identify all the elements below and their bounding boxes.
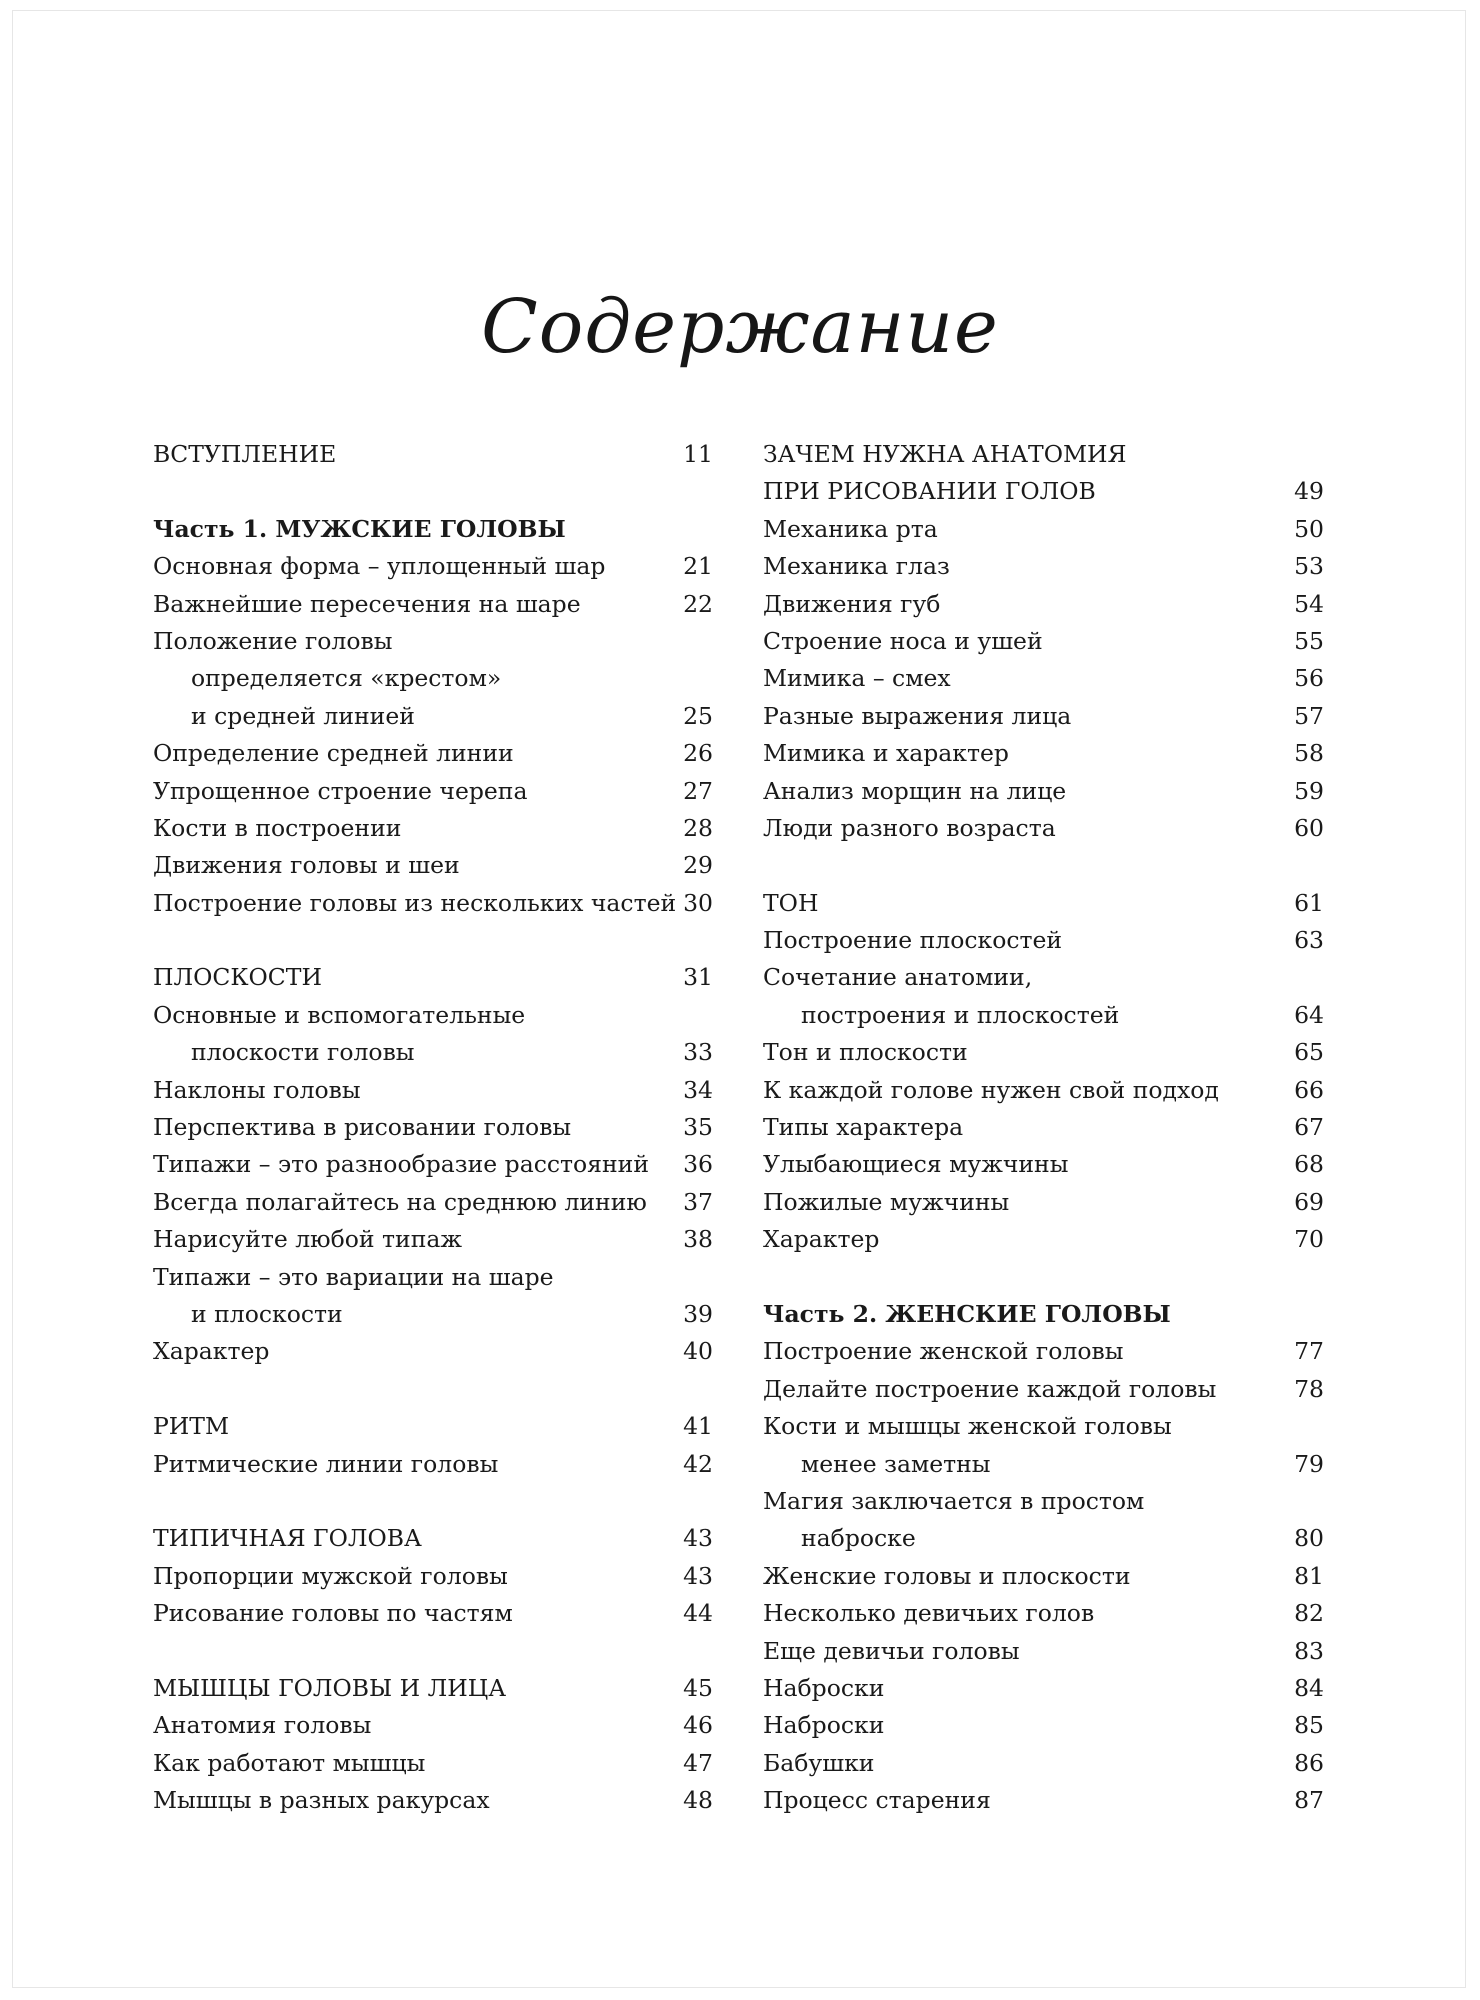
toc-entry-page-number: 59 — [1294, 776, 1324, 805]
toc-entry-page-number: 31 — [683, 963, 713, 992]
toc-entry-title: Основные и вспомогательные — [153, 1000, 526, 1029]
toc-entry-page-number: 37 — [683, 1187, 713, 1216]
toc-entry[interactable] — [763, 1221, 1324, 1258]
toc-entry-title: Разные выражения лица — [763, 701, 1072, 730]
toc-entry-page-number: 21 — [683, 552, 713, 581]
section-gap — [153, 1633, 713, 1670]
toc-entry[interactable] — [763, 698, 1324, 735]
toc-entry-page-number: 26 — [683, 739, 713, 768]
toc-entry-title: Тон и плоскости — [763, 1038, 968, 1067]
toc-entry[interactable] — [153, 548, 713, 585]
toc-entry-title: Движения губ — [763, 589, 941, 618]
toc-entry-title: ПРИ РИСОВАНИИ ГОЛОВ — [763, 477, 1096, 506]
toc-entry-page-number: 27 — [683, 776, 713, 805]
section-gap — [153, 1483, 713, 1520]
toc-entry[interactable] — [763, 810, 1324, 847]
section-gap — [153, 922, 713, 959]
toc-entry-title: Несколько девичьих голов — [763, 1599, 1095, 1628]
toc-entry[interactable] — [763, 660, 1324, 697]
toc-entry-title: РИТМ — [153, 1412, 230, 1441]
toc-entry[interactable] — [153, 997, 713, 1034]
toc-entry[interactable] — [763, 436, 1324, 473]
toc-entry[interactable] — [153, 1184, 713, 1221]
toc-entry[interactable] — [763, 1745, 1324, 1782]
toc-entry[interactable] — [153, 1109, 713, 1146]
toc-entry-page-number: 38 — [683, 1225, 713, 1254]
toc-entry-title: и плоскости — [191, 1299, 343, 1328]
toc-entry-page-number: 35 — [683, 1113, 713, 1142]
toc-entry-title: Женские головы и плоскости — [763, 1561, 1131, 1590]
toc-entry-page-number: 86 — [1294, 1748, 1324, 1777]
toc-entry-page-number: 83 — [1294, 1636, 1324, 1665]
toc-entry-title: Типы характера — [763, 1113, 964, 1142]
toc-entry-title: наброске — [801, 1524, 916, 1553]
toc-entry[interactable] — [153, 1259, 713, 1296]
toc-entry-title: Положение головы — [153, 626, 393, 655]
toc-entry-page-number: 81 — [1294, 1561, 1324, 1590]
toc-entry-title: Магия заключается в простом — [763, 1486, 1145, 1515]
toc-entry[interactable] — [763, 922, 1324, 959]
toc-entry[interactable] — [763, 1034, 1324, 1071]
toc-entry-page-number: 77 — [1294, 1337, 1324, 1366]
toc-entry-title: Мимика и характер — [763, 739, 1009, 768]
toc-entry-page-number: 40 — [683, 1337, 713, 1366]
toc-entry[interactable] — [763, 1109, 1324, 1146]
toc-entry-title: Пожилые мужчины — [763, 1187, 1010, 1216]
toc-entry[interactable] — [763, 959, 1324, 996]
toc-entry-page-number: 79 — [1294, 1449, 1324, 1478]
toc-entry-page-number: 68 — [1294, 1150, 1324, 1179]
toc-entry[interactable] — [153, 1745, 713, 1782]
toc-entry[interactable] — [763, 586, 1324, 623]
toc-entry-title: Типажи – это вариации на шаре — [153, 1262, 554, 1291]
toc-entry[interactable] — [153, 847, 713, 884]
toc-entry-page-number: 29 — [683, 851, 713, 880]
toc-entry[interactable] — [763, 773, 1324, 810]
toc-column-right — [763, 436, 1324, 1819]
toc-entry-page-number: 11 — [683, 440, 713, 468]
toc-entry[interactable] — [153, 586, 713, 623]
toc-entry-page-number: 87 — [1294, 1786, 1324, 1815]
toc-entry-page-number: 44 — [683, 1599, 713, 1628]
toc-entry[interactable] — [763, 885, 1324, 922]
toc-entry-title: МЫШЦЫ ГОЛОВЫ И ЛИЦА — [153, 1673, 507, 1702]
toc-entry-page-number: 49 — [1294, 477, 1324, 506]
toc-part-heading[interactable] — [153, 511, 713, 548]
toc-entry[interactable] — [153, 1446, 713, 1483]
toc-entry-page-number: 70 — [1294, 1225, 1324, 1254]
toc-part-heading[interactable] — [763, 1296, 1324, 1333]
toc-entry[interactable] — [763, 1184, 1324, 1221]
toc-entry[interactable] — [153, 1558, 713, 1595]
toc-entry[interactable] — [153, 959, 713, 996]
toc-entry-title: К каждой голове нужен свой подход — [763, 1075, 1219, 1104]
toc-entry[interactable] — [763, 1670, 1324, 1707]
toc-entry-title: Часть 2. ЖЕНСКИЕ ГОЛОВЫ — [763, 1299, 1171, 1328]
section-gap — [763, 1259, 1324, 1296]
toc-entry-page-number: 63 — [1294, 926, 1324, 955]
toc-entry-title: Построение женской головы — [763, 1337, 1124, 1366]
toc-entry-page-number: 53 — [1294, 552, 1324, 581]
toc-entry[interactable] — [153, 660, 713, 697]
toc-entry-page-number: 60 — [1294, 813, 1324, 842]
toc-entry-page-number: 43 — [683, 1524, 713, 1553]
toc-entry[interactable] — [763, 1558, 1324, 1595]
toc-entry-page-number: 69 — [1294, 1187, 1324, 1216]
toc-entry-title: Движения головы и шеи — [153, 851, 460, 880]
toc-entry[interactable] — [153, 436, 713, 473]
toc-entry-title: Часть 1. МУЖСКИЕ ГОЛОВЫ — [153, 514, 566, 543]
toc-entry-page-number: 43 — [683, 1561, 713, 1590]
toc-entry[interactable] — [763, 473, 1324, 510]
toc-entry-page-number: 46 — [683, 1711, 713, 1740]
section-gap — [153, 473, 713, 510]
toc-entry-page-number: 48 — [683, 1786, 713, 1815]
toc-entry-page-number: 28 — [683, 813, 713, 842]
toc-entry-title: Ритмические линии головы — [153, 1449, 499, 1478]
toc-entry[interactable] — [763, 1371, 1324, 1408]
toc-entry-title: Наброски — [763, 1711, 885, 1740]
toc-entry[interactable] — [153, 1520, 713, 1557]
toc-entry-title: Процесс старения — [763, 1786, 991, 1815]
section-gap — [763, 847, 1324, 884]
toc-entry[interactable] — [153, 810, 713, 847]
toc-entry-page-number: 61 — [1294, 888, 1324, 917]
toc-entry-page-number: 67 — [1294, 1113, 1324, 1142]
toc-entry-title: Анализ морщин на лице — [763, 776, 1067, 805]
toc-entry[interactable] — [153, 1707, 713, 1744]
toc-entry-title: Бабушки — [763, 1748, 875, 1777]
toc-entry[interactable] — [153, 1296, 713, 1333]
toc-entry-page-number: 57 — [1294, 701, 1324, 730]
toc-entry-title: Наброски — [763, 1673, 885, 1702]
toc-entry[interactable] — [153, 1782, 713, 1819]
toc-entry[interactable] — [763, 1782, 1324, 1819]
toc-entry-title: ВСТУПЛЕНИЕ — [153, 440, 337, 468]
toc-entry-title: Построение плоскостей — [763, 926, 1063, 955]
toc-entry-title: Мимика – смех — [763, 664, 951, 693]
toc-entry[interactable] — [763, 548, 1324, 585]
toc-entry-title: Улыбающиеся мужчины — [763, 1150, 1069, 1179]
toc-entry-title: и средней линией — [191, 701, 415, 730]
toc-entry-title: построения и плоскостей — [801, 1000, 1120, 1029]
toc-entry[interactable] — [763, 511, 1324, 548]
toc-entry[interactable] — [153, 1221, 713, 1258]
toc-entry-title: определяется «крестом» — [191, 664, 502, 693]
toc-entry-page-number: 84 — [1294, 1673, 1324, 1702]
toc-entry-title: ТОН — [763, 888, 819, 917]
toc-entry-title: Механика глаз — [763, 552, 950, 581]
toc-column-left — [153, 436, 713, 1819]
toc-entry-title: Всегда полагайтесь на среднюю линию — [153, 1187, 647, 1216]
toc-entry[interactable] — [153, 773, 713, 810]
toc-entry-title: Наклоны головы — [153, 1075, 361, 1104]
toc-entry-page-number: 66 — [1294, 1075, 1324, 1104]
toc-entry-page-number: 54 — [1294, 589, 1324, 618]
toc-entry[interactable] — [763, 1146, 1324, 1183]
section-gap — [153, 1371, 713, 1408]
toc-entry[interactable] — [153, 885, 713, 922]
toc-entry-title: Характер — [153, 1337, 270, 1366]
toc-entry[interactable] — [763, 1633, 1324, 1670]
toc-entry-title: Построение головы из нескольких частей — [153, 888, 677, 917]
toc-entry-title: плоскости головы — [191, 1038, 415, 1067]
toc-entry-page-number: 45 — [683, 1673, 713, 1702]
toc-entry[interactable] — [153, 1333, 713, 1370]
toc-entry-title: Нарисуйте любой типаж — [153, 1225, 463, 1254]
toc-entry-page-number: 55 — [1294, 626, 1324, 655]
toc-entry-page-number: 65 — [1294, 1038, 1324, 1067]
toc-entry[interactable] — [153, 698, 713, 735]
toc-entry-page-number: 64 — [1294, 1000, 1324, 1029]
toc-entry[interactable] — [763, 1446, 1324, 1483]
toc-entry[interactable] — [763, 1707, 1324, 1744]
toc-entry-page-number: 47 — [683, 1748, 713, 1777]
toc-entry[interactable] — [153, 1595, 713, 1632]
toc-entry-title: Мышцы в разных ракурсах — [153, 1786, 490, 1815]
toc-entry-title: Кости и мышцы женской головы — [763, 1412, 1172, 1441]
toc-entry-title: ПЛОСКОСТИ — [153, 963, 322, 992]
toc-entry-title: Основная форма – уплощенный шар — [153, 552, 606, 581]
toc-entry-title: Еще девичьи головы — [763, 1636, 1020, 1665]
toc-entry[interactable] — [153, 735, 713, 772]
toc-entry-page-number: 82 — [1294, 1599, 1324, 1628]
toc-entry[interactable] — [763, 1483, 1324, 1520]
toc-entry-title: Характер — [763, 1225, 880, 1254]
toc-entry-page-number: 78 — [1294, 1374, 1324, 1403]
toc-entry-title: Пропорции мужской головы — [153, 1561, 508, 1590]
toc-entry-page-number: 41 — [683, 1412, 713, 1441]
toc-entry-title: ЗАЧЕМ НУЖНА АНАТОМИЯ — [763, 440, 1127, 468]
toc-entry[interactable] — [763, 1072, 1324, 1109]
toc-entry[interactable] — [763, 1520, 1324, 1557]
toc-entry-title: Сочетание анатомии, — [763, 963, 1033, 992]
toc-entry[interactable] — [153, 1072, 713, 1109]
toc-entry-page-number: 25 — [683, 701, 713, 730]
toc-entry[interactable] — [153, 623, 713, 660]
toc-entry-page-number: 85 — [1294, 1711, 1324, 1740]
toc-entry-page-number: 58 — [1294, 739, 1324, 768]
toc-entry-page-number: 80 — [1294, 1524, 1324, 1553]
toc-entry-title: ТИПИЧНАЯ ГОЛОВА — [153, 1524, 422, 1553]
toc-entry[interactable] — [763, 1408, 1324, 1445]
toc-entry[interactable] — [153, 1146, 713, 1183]
toc-entry[interactable] — [153, 1670, 713, 1707]
toc-entry-title: Упрощенное строение черепа — [153, 776, 528, 805]
toc-entry-page-number: 56 — [1294, 664, 1324, 693]
toc-entry-title: Строение носа и ушей — [763, 626, 1043, 655]
toc-entry-title: Определение средней линии — [153, 739, 514, 768]
toc-entry-title: менее заметны — [801, 1449, 991, 1478]
toc-entry-title: Делайте построение каждой головы — [763, 1374, 1217, 1403]
toc-entry[interactable] — [763, 997, 1324, 1034]
toc-entry-title: Люди разного возраста — [763, 813, 1056, 842]
toc-entry-page-number: 34 — [683, 1075, 713, 1104]
toc-entry-page-number: 42 — [683, 1449, 713, 1478]
toc-entry-title: Механика рта — [763, 514, 938, 543]
toc-entry[interactable] — [763, 735, 1324, 772]
toc-entry-page-number: 39 — [683, 1299, 713, 1328]
toc-entry-title: Рисование головы по частям — [153, 1599, 513, 1628]
toc-entry[interactable] — [153, 1408, 713, 1445]
toc-entry[interactable] — [153, 1034, 713, 1071]
toc-entry-page-number: 50 — [1294, 514, 1324, 543]
toc-entry-page-number: 33 — [683, 1038, 713, 1067]
toc-entry-page-number: 36 — [683, 1150, 713, 1179]
toc-entry-page-number: 22 — [683, 589, 713, 618]
toc-entry-title: Анатомия головы — [153, 1711, 372, 1740]
toc-entry-title: Кости в построении — [153, 813, 402, 842]
page-title: Содержание — [481, 284, 999, 370]
toc-entry-title: Важнейшие пересечения на шаре — [153, 589, 581, 618]
toc-entry[interactable] — [763, 1595, 1324, 1632]
toc-entry[interactable] — [763, 623, 1324, 660]
toc-entry-title: Типажи – это разнообразие расстояний — [153, 1150, 649, 1179]
toc-entry-page-number: 30 — [683, 888, 713, 917]
toc-entry-title: Перспектива в рисовании головы — [153, 1113, 572, 1142]
toc-entry-title: Как работают мышцы — [153, 1748, 426, 1777]
toc-entry[interactable] — [763, 1333, 1324, 1370]
